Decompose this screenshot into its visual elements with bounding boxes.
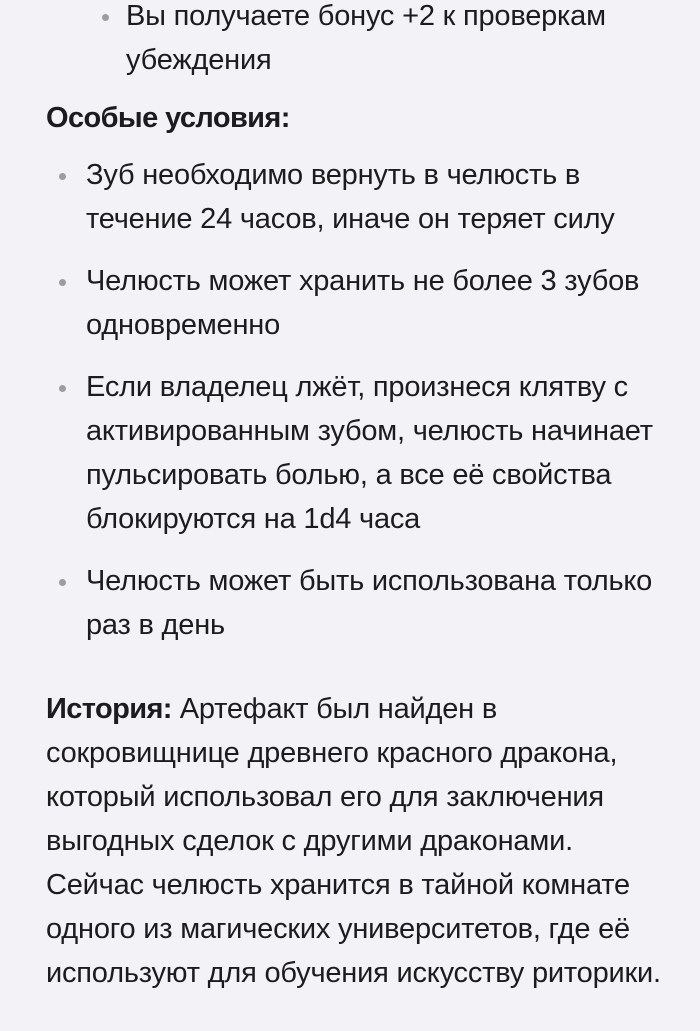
bullet-icon: [59, 385, 66, 392]
list-item: [126, 0, 686, 82]
history-text: Артефакт был найден в сокровищнице древнего красного дракона, который использовал его для заключения выгодных сделок с другими драконами. Сейчас челюсть хранится в тайной комнате одного из магических университетов, где её используют для обучения искусству риторики.: [46, 693, 661, 989]
bonus-text: Вы получаете бонус +2 к проверкам убеждения: [126, 0, 606, 76]
special-conditions-heading: Особые условия:: [46, 102, 290, 134]
bullet-icon: [102, 14, 109, 21]
special-conditions-list: [86, 153, 686, 665]
condition-text: Челюсть может быть использована только раз в день: [86, 565, 653, 641]
list-item: [86, 365, 686, 541]
bonus-list: [126, 0, 686, 82]
history-label: История:: [46, 693, 172, 725]
bullet-icon: [59, 173, 66, 180]
condition-text: Если владелец лжёт, произнеся клятву с активированным зубом, челюсть начинает пульсировать болью, а все её свойства блокируются на 1d4 часа: [86, 371, 653, 535]
condition-text: Зуб необходимо вернуть в челюсть в течение 24 часов, иначе он теряет силу: [86, 159, 615, 235]
history-paragraph: [46, 687, 666, 995]
bullet-icon: [59, 279, 66, 286]
list-item: [86, 259, 686, 347]
bullet-icon: [59, 579, 66, 586]
list-item: [86, 559, 686, 647]
condition-text: Челюсть может хранить не более 3 зубов одновременно: [86, 265, 640, 341]
list-item: [86, 153, 686, 241]
